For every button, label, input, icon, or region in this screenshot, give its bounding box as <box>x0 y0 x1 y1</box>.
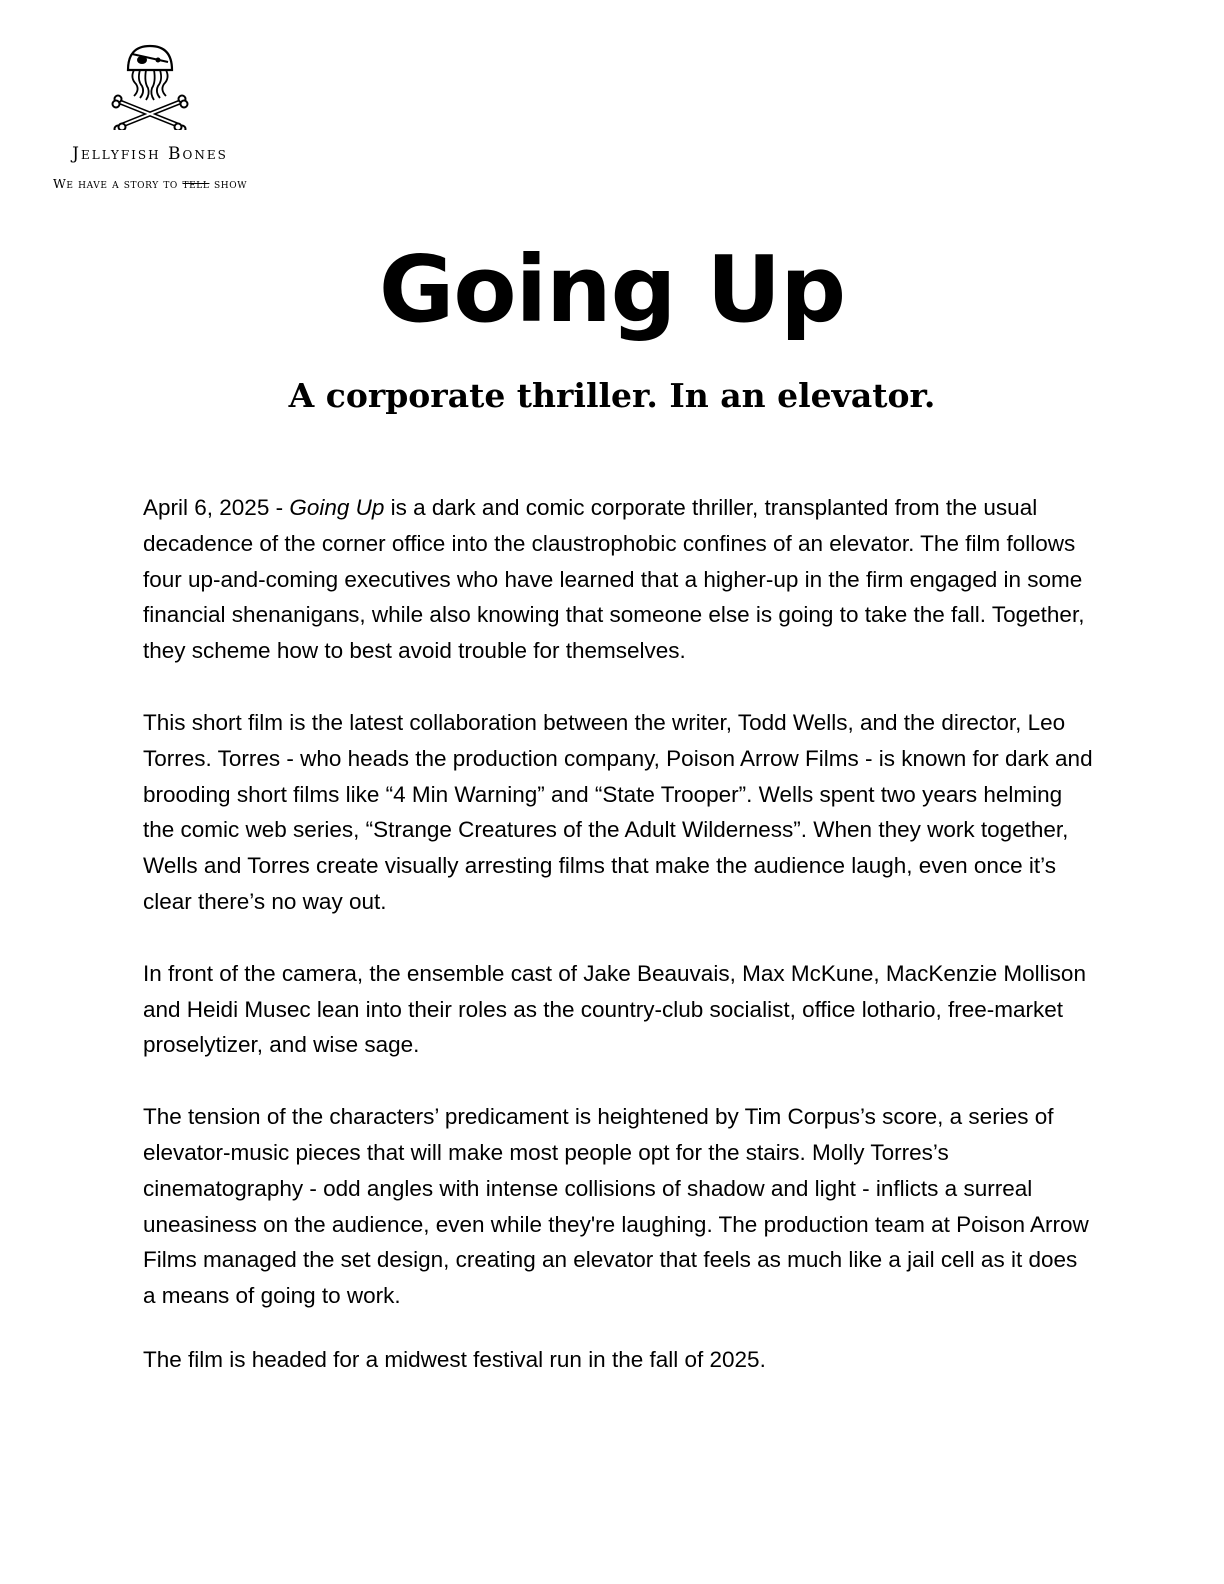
paragraph-intro-text: is a dark and comic corporate thriller, transplanted from the usual decadence of the corner office into the claustrophobic confines of an elevator. The film follows four up-and-coming executives who have learned that a higher-up in the firm engaged in some financial shenanigans, while also knowing that someone else is going to take the fall. Together, they scheme how to best avoid trouble for themselves. <box>143 495 1085 664</box>
paragraph-collaboration: This short film is the latest collaboration between the writer, Todd Wells, and the director, Leo Torres. Torres - who heads the production company, Poison Arrow Films - is known for dark and brooding short films like “4 Min Warning” and “State Trooper”. Wells spent two years helming the comic web series, “Strange Creatures of the Adult Wilderness”. When they work together, Wells and Torres create visually arresting films that make the audience laugh, even once it’s clear there’s no way out. <box>143 709 1093 914</box>
paragraph-intro <box>143 490 1093 669</box>
company-name: Jellyfish Bones <box>72 144 228 164</box>
page-subtitle: A corporate thriller. In an elevator. <box>288 376 936 415</box>
paragraph-production: The tension of the characters’ predicament is heightened by Tim Corpus’s score, a series of elevator-music pieces that will make most people opt for the stairs. Molly Torres’s cinematography - odd angles with intense collisions of shadow and light - inflicts a surreal uneasiness on the audience, even while they're laughing. The production team at Poison Arrow Films managed the set design, creating an elevator that feels as much like a jail cell as it does a means of going to work. <box>143 1104 1089 1309</box>
paragraph-cast: In front of the camera, the ensemble cast of Jake Beauvais, Max McKune, MacKenzie Mollison and Heidi Musec lean into their roles as the country-club socialist, office lothario, free-market proselytizer, and wise sage. <box>143 960 1086 1058</box>
company-tagline <box>30 176 270 191</box>
tagline-start: We have a story to <box>52 176 178 191</box>
company-logo <box>30 40 270 191</box>
release-date: April 6, 2025 - <box>143 495 290 520</box>
tagline-end: show <box>214 176 248 191</box>
page-title: Going Up <box>378 236 846 343</box>
paragraph-festival: The film is headed for a midwest festival run in the fall of 2025. <box>143 1346 766 1372</box>
tagline-struck-word: tell <box>182 176 210 191</box>
press-release-body <box>143 490 1093 1378</box>
jellyfish-skull-crossbones-icon <box>110 40 190 130</box>
film-title-inline: Going Up <box>289 495 385 520</box>
